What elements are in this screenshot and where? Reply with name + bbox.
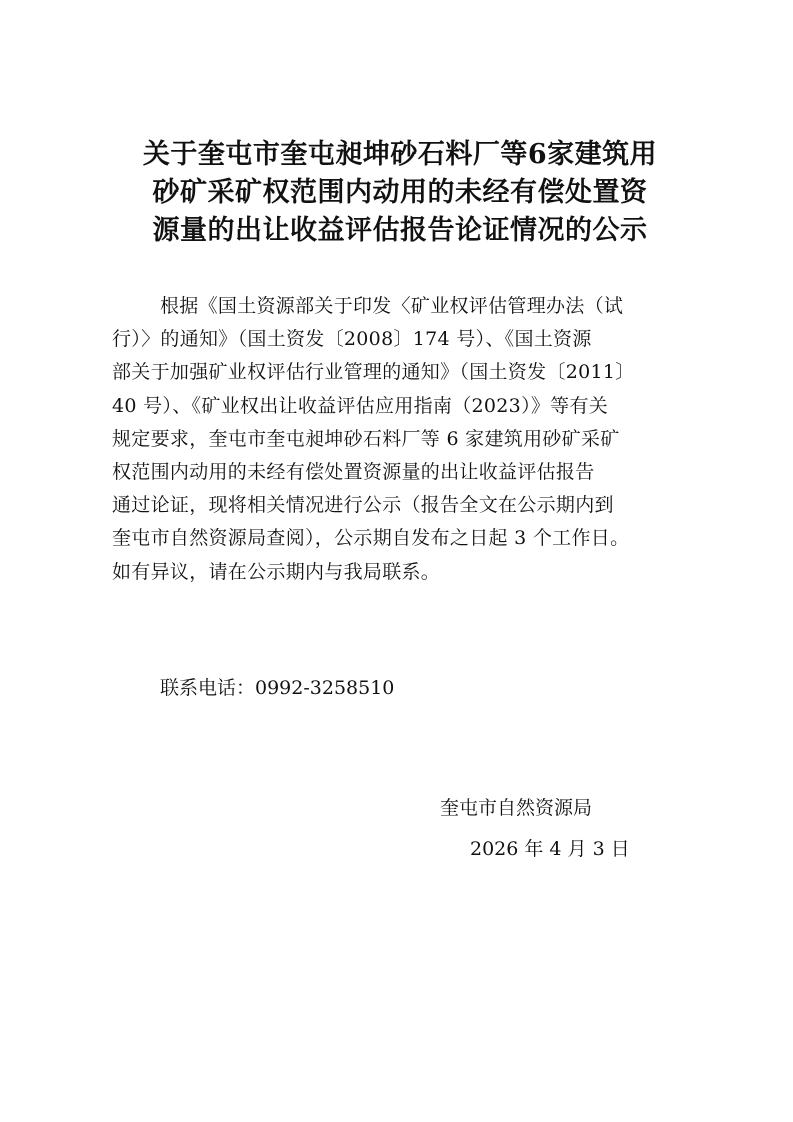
body-line-6: 权范围内动用的未经有偿处置资源量的出让收益评估报告: [112, 461, 595, 484]
body-line-4: 40 号）、《矿业权出让收益评估应用指南（2023）》等有关: [112, 394, 609, 417]
body-line-5: 规定要求，奎屯市奎屯昶坤砂石料厂等 6 家建筑用砂矿采矿: [112, 427, 620, 450]
title-line-2: 砂矿采矿权范围内动用的未经有偿处置资: [152, 177, 648, 208]
contact-phone: 联系电话：0992-3258510: [160, 677, 395, 699]
title-line-1: 关于奎屯市奎屯昶坤砂石料厂等6家建筑用: [142, 139, 658, 170]
body-line-8: 奎屯市自然资源局查阅），公示期自发布之日起 3 个工作日。: [112, 527, 630, 550]
signature-date: 2026 年 4 月 3 日: [470, 838, 630, 860]
document-title: [100, 136, 700, 250]
body-line-7: 通过论证，现将相关情况进行公示（报告全文在公示期内到: [112, 494, 614, 517]
notice-body: [112, 290, 692, 589]
body-line-9: 如有异议，请在公示期内与我局联系。: [112, 560, 441, 583]
title-line-3: 源量的出让收益评估报告论证情况的公示: [152, 215, 648, 246]
body-line-3: 部关于加强矿业权评估行业管理的通知》（国土资发〔2011〕: [112, 361, 635, 384]
signature-organization: 奎屯市自然资源局: [440, 797, 593, 819]
body-line-1: 根据《国土资源部关于印发〈矿业权评估管理办法（试: [160, 295, 624, 317]
body-line-2: 行）〉的通知》（国土资发〔2008〕174 号）、《国土资源: [112, 328, 592, 351]
